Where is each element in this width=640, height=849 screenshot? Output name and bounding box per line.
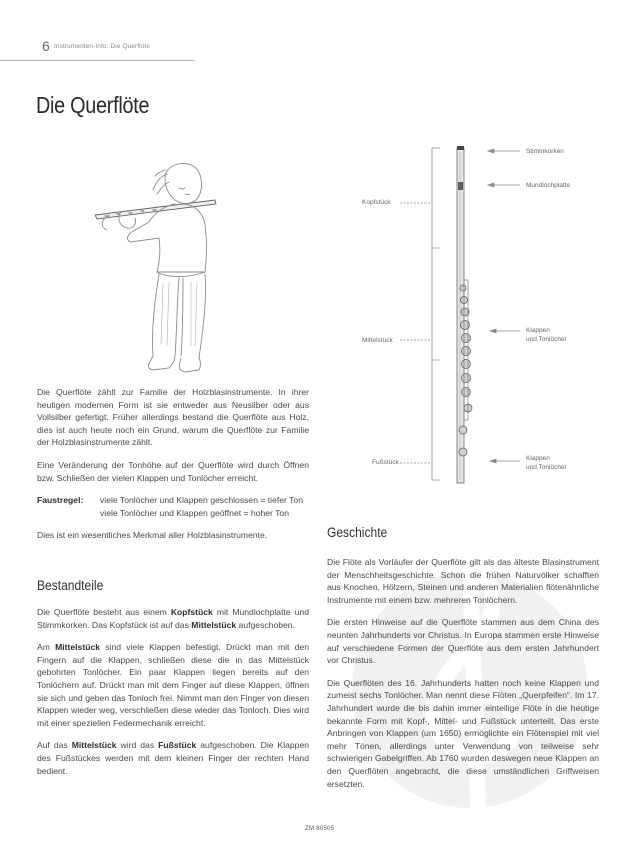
text-run: sind viele Klappen befestigt. Drückt man mit den Fingern auf die Klappen, schließen diese die in das Mittelstück gebohrten Tonlöcher. Ein paar Klappen liegen bereits auf den Tonlöchern auf. Drückt man mit dem Finger auf diese Klappen, öffnen sie sich und geben das Tonloch frei. Nimmt man den Finger von diesen Klappen wieder weg, verschließen diese wieder das Tonloch. Dies wird mit einer speziellen Federmechanik erreicht. xyxy=(37,642,310,728)
term-mittelstueck: Mittelstück xyxy=(71,740,117,751)
section-heading-geschichte: Geschichte xyxy=(327,524,388,540)
label-klappen-1 xyxy=(526,326,567,344)
label-line: und Tonlöcher xyxy=(526,336,567,343)
bestandteile-paragraph-2 xyxy=(37,641,309,729)
text-run: wird das xyxy=(116,740,159,751)
flute-drawing xyxy=(360,140,610,500)
rule-of-thumb xyxy=(37,494,309,519)
text-run: Auf das xyxy=(37,740,72,751)
text-run: Die Querflöte besteht aus einem xyxy=(37,607,171,617)
intro-paragraph-2: Eine Veränderung der Tonhöhe auf der Querflöte wird durch Öffnen bzw. Schließen der vielen Klappen und Tonlöcher erreicht. xyxy=(37,459,309,483)
label-kopfstueck: Kopfstück xyxy=(362,199,391,206)
page-title: Die Querflöte xyxy=(36,92,150,118)
intro-paragraph-3: Dies ist ein wesentliches Merkmal aller Holzblasinstrumente. xyxy=(37,530,268,541)
intro-text xyxy=(37,386,309,552)
geschichte-text xyxy=(327,556,599,800)
rule-label: Faustregel: xyxy=(37,495,84,506)
term-kopfstueck: Kopfstück xyxy=(170,607,213,617)
label-mittelstueck: Mittelstück xyxy=(362,337,393,344)
term-mittelstueck: Mittelstück xyxy=(191,619,237,630)
section-heading-bestandteile: Bestandteile xyxy=(37,577,104,593)
label-fussstueck: Fußstück xyxy=(372,459,399,466)
text-run: mit Mundlochplatte und Stimmkorken. Das Kopfstück ist auf das xyxy=(37,607,309,630)
label-klappen-2 xyxy=(526,454,567,472)
girl-playing-flute-illustration xyxy=(95,160,285,375)
text-run: Am xyxy=(37,642,56,653)
rule-line-2: viele Tonlöcher und Klappen geöffnet = hoher Ton xyxy=(100,507,289,518)
text-run: aufgeschoben. Die Klappen des Fußstückes werden mit dem kleinen Finger der rechten Hand bedient. xyxy=(37,740,310,776)
geschichte-paragraph-1: Die Flöte als Vorläufer der Querflöte gilt als das älteste Blasinstrument der Menschheitsgeschichte. Schon die frühen Naturvölker schafften aus Knochen, Hölzern, Steinen und anderen Materialien flötenähnliche Instrumente mit einem bzw. mehreren Tonlöchern. xyxy=(327,557,599,605)
bestandteile-paragraph-3 xyxy=(37,739,309,777)
text-run: aufgeschoben. xyxy=(236,619,295,630)
running-title: Instrumenten-Info: Die Querflöte xyxy=(54,43,151,50)
catalog-code: ZM 80505 xyxy=(305,826,335,832)
label-stimmkorken: Stimmkorken xyxy=(526,148,564,155)
rule-line-1: viele Tonlöcher und Klappen geschlossen = tiefer Ton xyxy=(100,495,303,506)
page-number: 6 xyxy=(42,38,50,54)
page-header xyxy=(0,38,200,58)
rule-lines xyxy=(100,494,303,519)
bestandteile-paragraph-1 xyxy=(37,606,309,631)
label-line: und Tonlöcher xyxy=(526,464,567,471)
label-line: Klappen xyxy=(526,327,550,334)
term-fussstueck: Fußstück xyxy=(158,740,197,751)
geschichte-paragraph-2: Die ersten Hinweise auf die Querflöte stammen aus dem China des neunten Jahrhunderts vor Christus. In Europa stammen erste Hinweise auf verschiedene Formen der Querflöte aus dem ersten Jahrhundert vor Christus. xyxy=(327,617,599,666)
term-mittelstueck: Mittelstück xyxy=(55,642,101,653)
label-mundlochplatte: Mundlochplatte xyxy=(526,182,571,189)
label-line: Klappen xyxy=(526,455,550,462)
bestandteile-text xyxy=(37,606,309,787)
intro-paragraph-1: Die Querflöte zählt zur Familie der Holzblasinstrumente. In ihrer heutigen modernen Form ist sie entweder aus Neusilber oder aus Vollsilber gefertigt. Früher allerdings bestand die Querflöte aus Holz, dies ist auch heute noch ein Grund, warum die Querflöte zur Familie der Holzblasinstrumente zählt. xyxy=(37,387,309,448)
geschichte-paragraph-3: Die Querflöten des 16. Jahrhunderts hatten noch keine Klappen und zumeist sechs Tonlöcher. Man nennt diese Flöten „Querpfeifen“. Im 17. Jahrhundert wurde die bis dahin immer einteilige Flöte in die heutige bekannte Form mit Kopf-, Mittel- und Fußstück unterteilt. Das erste Anbringen von Klappen (um 1650) ermöglichte ein Flötenspiel mit viel mehr Tönen, allerdings unter Verwendung von teilweise sehr schwierigen Gabelgriffen. Ab 1760 wurden deswegen neue Klappen an den Querflöten angebracht, die diese umständlichen Griffweisen ersetzten. xyxy=(327,677,599,789)
flute-diagram xyxy=(360,140,610,500)
header-rule xyxy=(0,60,195,61)
